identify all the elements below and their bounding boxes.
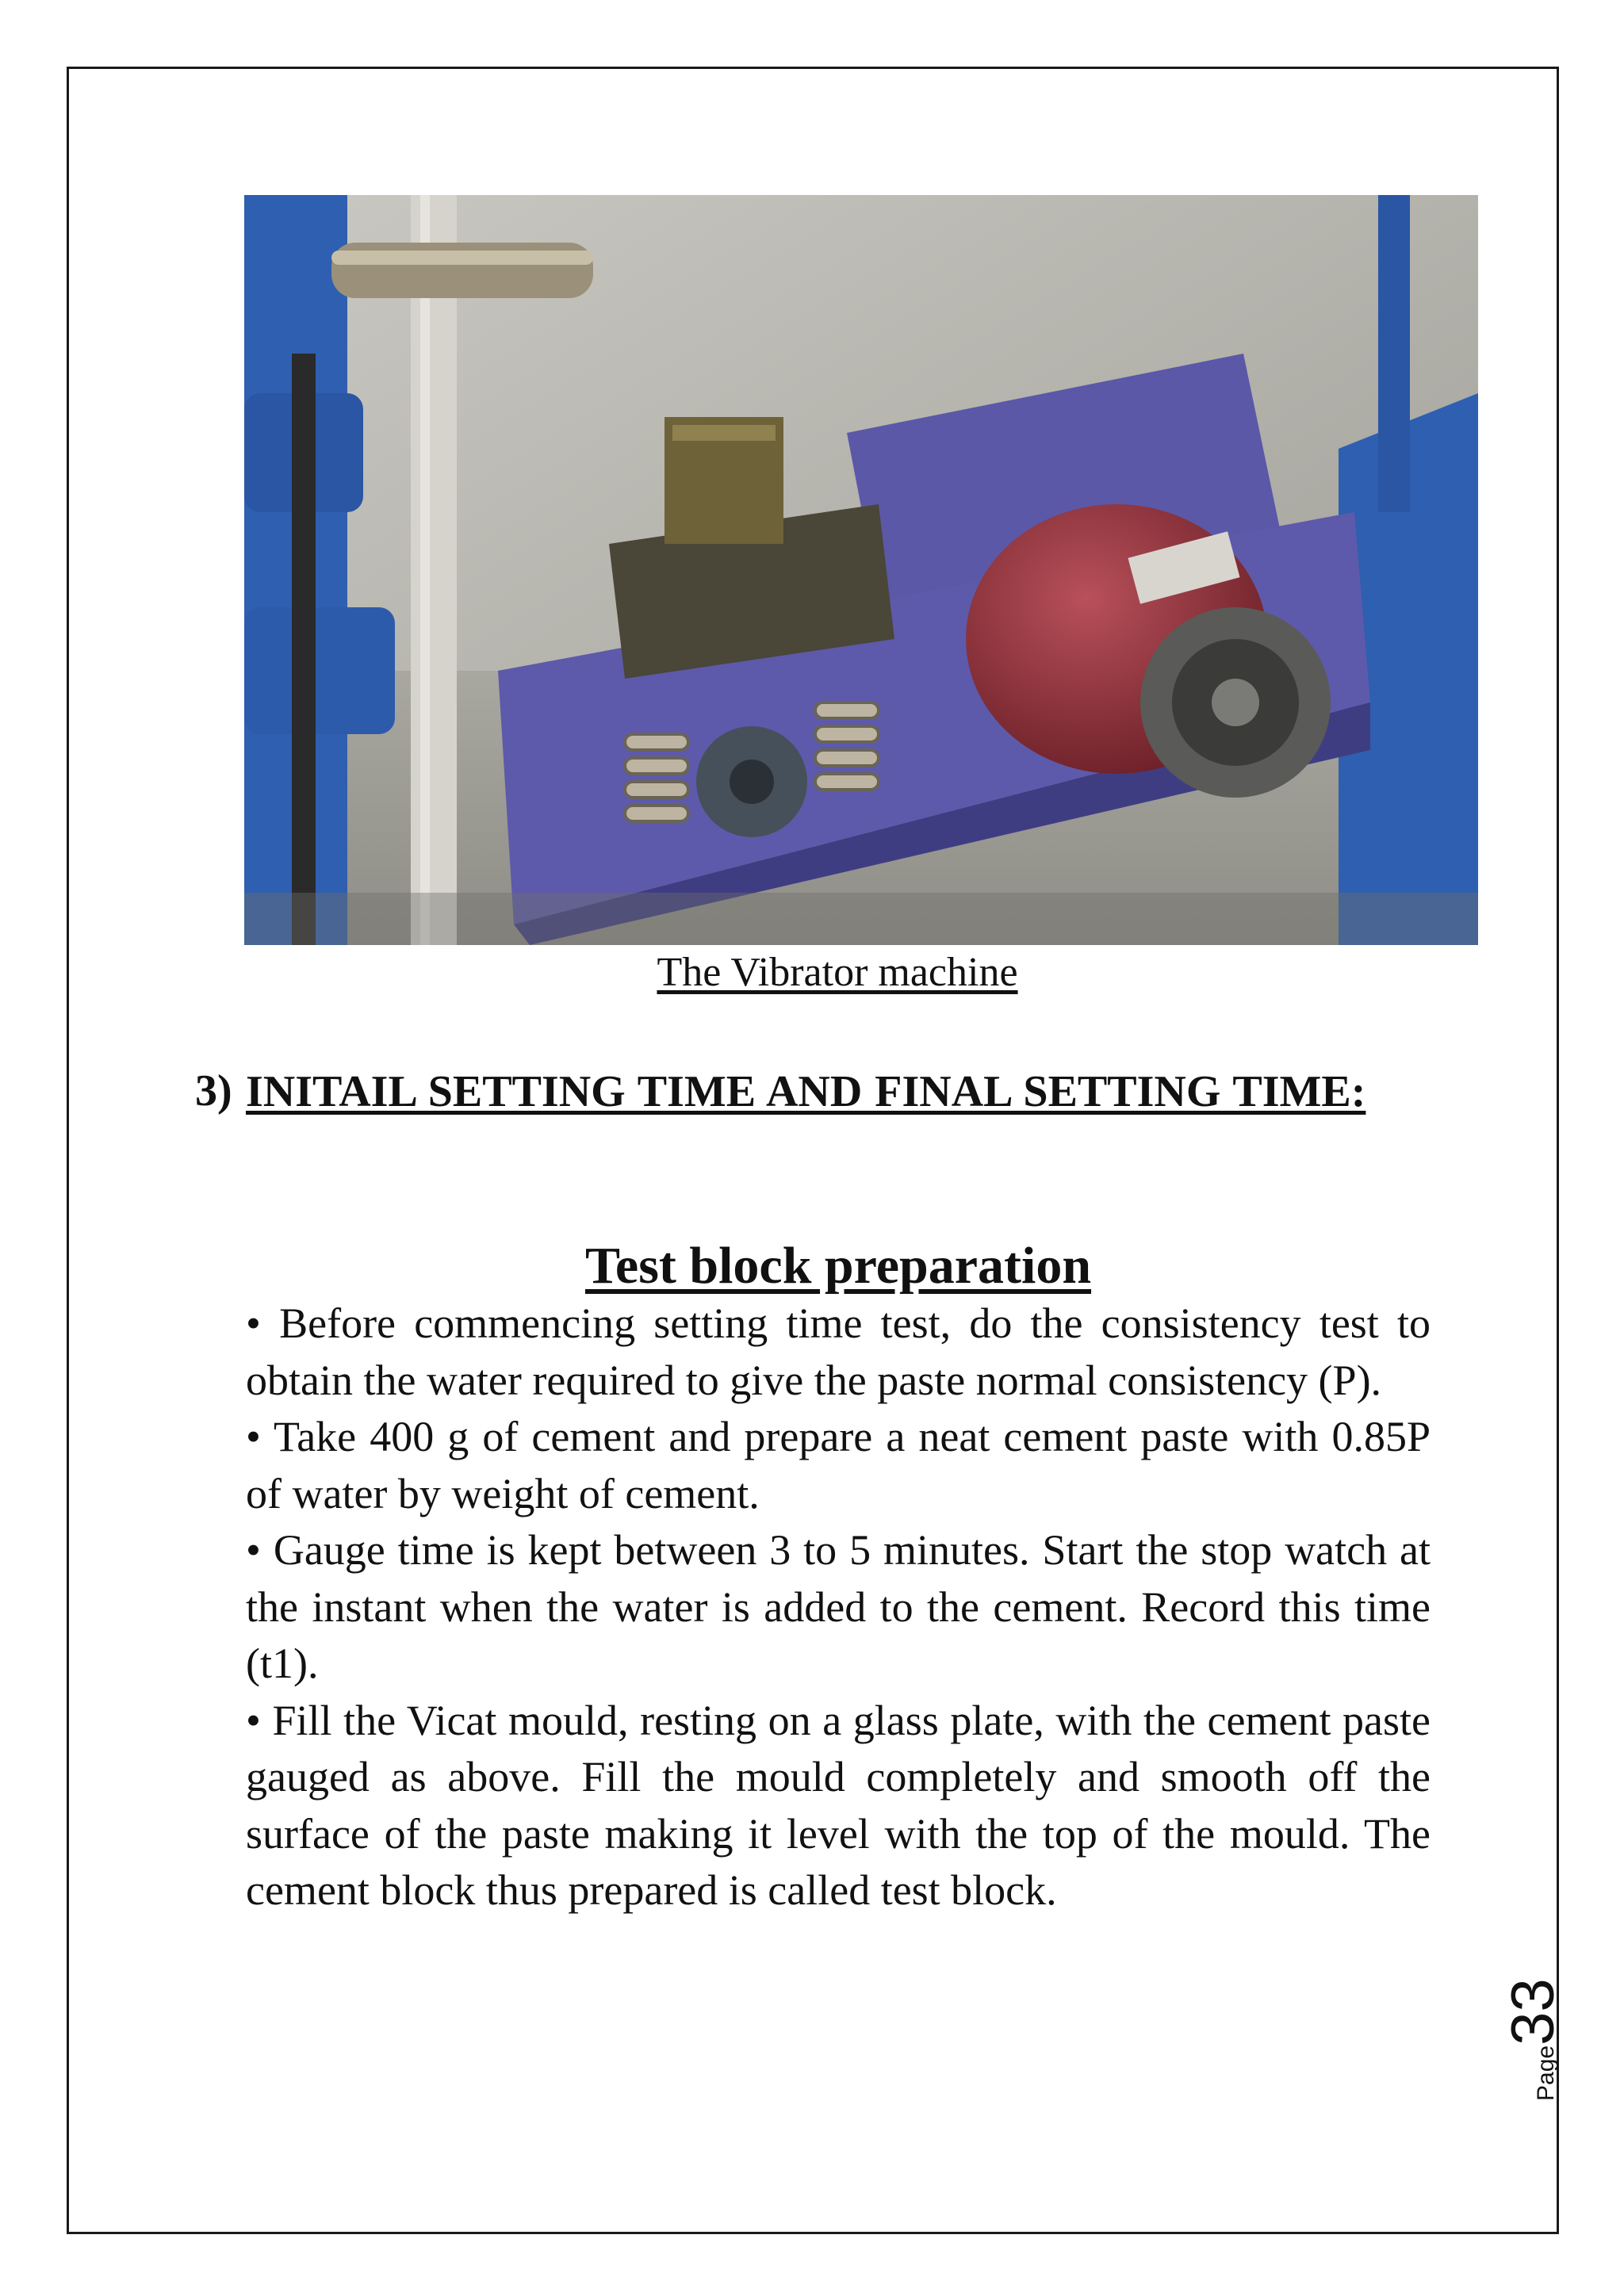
page-number [1499,1958,1567,2101]
vibrator-machine-illustration [244,195,1478,945]
bullet-paragraph: • Fill the Vicat mould, resting on a glass plate, with the cement paste gauged as above. Fill the mould completely and smooth off the surface of the paste making it level with the top of the mould. The cement block thus prepared is called test block. [246,1696,1431,1914]
vibrator-machine-photo [244,195,1478,945]
page-number-label: Page [1533,2045,1559,2101]
bullet-paragraph: • Before commencing setting time test, do the consistency test to obtain the water required to give the paste normal consistency (P). [246,1299,1431,1404]
bullet-paragraph: • Take 400 g of cement and prepare a neat cement paste with 0.85P of water by weight of cement. [246,1413,1431,1517]
body-text [246,1295,1431,1919]
subsection-heading [246,1235,1431,1297]
subsection-heading-text: Test block preparation [584,1237,1092,1295]
section-heading: INITAIL SETTING TIME AND FINAL SETTING TIME: [246,1067,1366,1116]
page-number-value: 33 [1500,1978,1567,2045]
figure-caption [244,948,1431,997]
bullet-paragraph: • Gauge time is kept between 3 to 5 minutes. Start the stop watch at the instant when the water is added to the cement. Record this time (t1). [246,1526,1431,1687]
section-number: 3) [195,1066,232,1115]
figure-caption-text: The Vibrator machine [657,950,1018,995]
